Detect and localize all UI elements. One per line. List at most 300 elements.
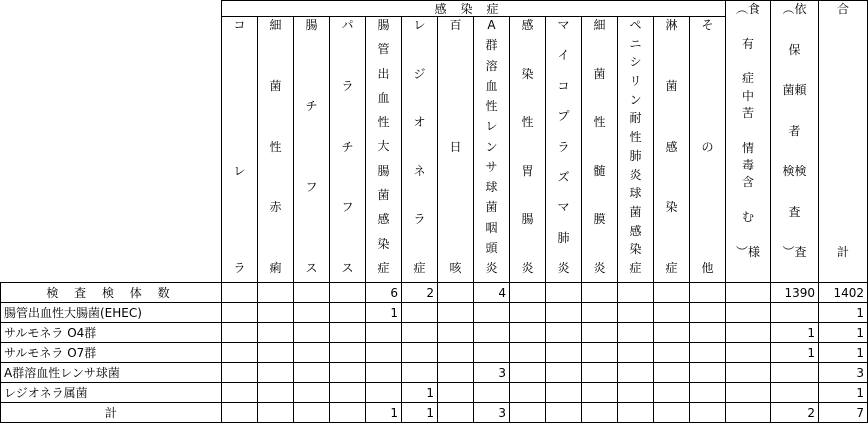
table-row xyxy=(1,303,868,323)
cell-other xyxy=(690,343,726,363)
header-char: コ xyxy=(557,78,570,93)
header-char xyxy=(841,228,845,241)
header-char: 頭 xyxy=(485,240,498,255)
cell-request: 1 xyxy=(771,343,819,363)
cell-ehec xyxy=(366,363,402,383)
cell-meningitis xyxy=(582,283,618,303)
cell-total: 1 xyxy=(819,383,868,403)
cell-other xyxy=(690,403,726,423)
cell-food xyxy=(726,403,771,423)
header-char xyxy=(746,228,750,241)
header-char: 査 xyxy=(788,204,801,219)
cell-prsp xyxy=(618,403,654,423)
header-char: 菌 xyxy=(269,78,282,93)
cell-ehec: 6 xyxy=(366,283,402,303)
header-char: プ xyxy=(557,109,570,124)
header-char: 感 xyxy=(629,223,642,238)
cell-dysentery xyxy=(258,383,294,403)
cell-paratyphoid xyxy=(330,363,366,383)
header-char: 髄 xyxy=(593,163,606,178)
header-char: 血 xyxy=(485,78,498,93)
header-char: 腸 xyxy=(305,18,318,32)
header-char xyxy=(454,181,458,194)
cell-cholera xyxy=(222,303,258,323)
cell-legionella xyxy=(402,323,438,343)
row-label: 検 査 検 体 数 xyxy=(1,283,222,303)
header-char xyxy=(670,49,674,62)
header-char: 感 xyxy=(521,18,534,32)
cell-total: 1 xyxy=(819,323,868,343)
header-char xyxy=(418,92,422,105)
header-char: A xyxy=(487,18,496,32)
header-char xyxy=(526,238,530,251)
header-char: 球 xyxy=(485,180,498,194)
header-char xyxy=(746,194,750,207)
cell-gas xyxy=(474,303,510,323)
header-char: 炎 xyxy=(593,260,606,275)
cell-gonorrhea xyxy=(654,303,690,323)
table-row xyxy=(1,283,868,303)
header-char: マ xyxy=(557,200,570,215)
cell-legionella xyxy=(402,363,438,383)
header-char xyxy=(418,140,422,153)
header-char xyxy=(841,38,845,51)
header-char: 菌 xyxy=(629,204,642,219)
header-char: 性 xyxy=(377,115,390,130)
header-char xyxy=(841,176,845,189)
cell-food xyxy=(726,303,771,323)
cell-request: 2 xyxy=(771,403,819,423)
cell-meningitis xyxy=(582,343,618,363)
cell-ehec xyxy=(366,343,402,363)
header-char: ズ xyxy=(557,169,570,184)
cell-other xyxy=(690,383,726,403)
header-char xyxy=(841,107,845,120)
header-char: 含 xyxy=(742,175,755,190)
header-char: 日 xyxy=(449,139,462,154)
cell-prsp xyxy=(618,323,654,343)
header-char: チ xyxy=(305,99,318,113)
cell-other xyxy=(690,283,726,303)
header-char: ラ xyxy=(413,212,426,227)
col-header-request xyxy=(771,1,819,283)
header-char xyxy=(454,100,458,113)
header-char xyxy=(793,145,797,158)
cell-pertussis xyxy=(438,283,474,303)
cell-gonorrhea xyxy=(654,343,690,363)
header-char: 性 xyxy=(629,130,642,145)
cell-typhoid xyxy=(294,363,330,383)
table-row xyxy=(1,363,868,383)
cell-request xyxy=(771,363,819,383)
cell-typhoid xyxy=(294,343,330,363)
header-char xyxy=(793,185,797,198)
header-char: ン xyxy=(485,139,498,154)
header-char xyxy=(670,232,674,245)
header-char: ︵依 xyxy=(782,2,807,16)
header-char xyxy=(841,159,845,172)
infection-group-header: 感染症 xyxy=(222,1,726,17)
row-label: A群溶血性レンサ球菌 xyxy=(1,363,222,383)
row-label: サルモネラ O4群 xyxy=(1,323,222,343)
cell-meningitis xyxy=(582,383,618,403)
cell-meningitis xyxy=(582,303,618,323)
cell-total: 1 xyxy=(819,343,868,363)
cell-cholera xyxy=(222,383,258,403)
header-char: コ xyxy=(233,18,246,32)
cell-dysentery xyxy=(258,343,294,363)
header-char: 腸 xyxy=(377,163,390,178)
cell-gas xyxy=(474,343,510,363)
header-char: ニ xyxy=(629,36,642,51)
header-char: レ xyxy=(485,119,498,134)
col-header-other xyxy=(690,17,726,283)
header-char: リ xyxy=(629,74,642,89)
header-char xyxy=(346,171,350,184)
cell-total: 7 xyxy=(819,403,868,423)
header-char: 合 xyxy=(837,2,850,16)
cell-prsp xyxy=(618,283,654,303)
cell-pertussis xyxy=(438,383,474,403)
cell-mycoplasma xyxy=(546,403,582,423)
header-char xyxy=(454,222,458,235)
cell-request: 1 xyxy=(771,323,819,343)
header-char: 症 xyxy=(742,71,755,86)
header-char: 感 xyxy=(377,212,390,227)
cell-legionella: 1 xyxy=(402,383,438,403)
cell-paratyphoid xyxy=(330,343,366,363)
cell-legionella: 2 xyxy=(402,283,438,303)
header-char: 苦 xyxy=(742,106,755,121)
header-char xyxy=(670,110,674,123)
cell-legionella: 1 xyxy=(402,403,438,423)
row-label: 計 xyxy=(1,403,222,423)
header-char: そ xyxy=(701,18,714,32)
header-char: 耐 xyxy=(629,111,642,126)
row-label: レジオネラ属菌 xyxy=(1,383,222,403)
header-char xyxy=(841,124,845,137)
cell-food xyxy=(726,343,771,363)
cell-ehec xyxy=(366,323,402,343)
header-char: オ xyxy=(413,115,426,130)
header-char: 群 xyxy=(485,38,498,53)
header-char: 者 xyxy=(788,123,801,138)
header-char: ネ xyxy=(413,163,426,178)
cell-gas: 3 xyxy=(474,363,510,383)
col-header-food xyxy=(726,1,771,283)
cell-food xyxy=(726,363,771,383)
header-char: レ xyxy=(413,18,426,32)
header-char: 溶 xyxy=(485,58,498,73)
cell-other xyxy=(690,363,726,383)
header-char: 膜 xyxy=(593,212,606,227)
header-char xyxy=(746,124,750,137)
cell-dysentery xyxy=(258,303,294,323)
header-char: 炎 xyxy=(521,260,534,275)
header-char xyxy=(598,189,602,202)
header-char: ン xyxy=(629,92,642,107)
header-char: 染 xyxy=(377,236,390,251)
header-char: イ xyxy=(557,48,570,63)
header-char xyxy=(670,171,674,184)
header-char xyxy=(418,43,422,56)
cell-cholera xyxy=(222,323,258,343)
header-char: ラ xyxy=(233,260,246,275)
header-char: 性 xyxy=(269,139,282,154)
col-header-dysentery xyxy=(258,17,294,283)
cell-typhoid xyxy=(294,403,330,423)
header-char xyxy=(310,141,314,154)
header-char xyxy=(526,189,530,202)
cell-gastro xyxy=(510,363,546,383)
cell-gas xyxy=(474,383,510,403)
cell-paratyphoid xyxy=(330,303,366,323)
header-char: 細 xyxy=(269,18,282,32)
col-header-total xyxy=(819,1,868,283)
cell-ehec: 1 xyxy=(366,403,402,423)
cell-pertussis xyxy=(438,303,474,323)
cell-dysentery xyxy=(258,283,294,303)
row-label: 腸管出血性大腸菌(EHEC) xyxy=(1,303,222,323)
col-header-legionella xyxy=(402,17,438,283)
header-char: む xyxy=(742,210,755,225)
header-char: 百 xyxy=(449,18,462,32)
cell-prsp xyxy=(618,383,654,403)
cell-other xyxy=(690,323,726,343)
cell-cholera xyxy=(222,403,258,423)
header-char xyxy=(238,68,242,81)
header-char: 菌 xyxy=(485,200,498,215)
cell-total: 3 xyxy=(819,363,868,383)
header-char: 肺 xyxy=(557,230,570,245)
col-header-prsp xyxy=(618,17,654,283)
header-char: シ xyxy=(629,55,642,70)
cell-typhoid xyxy=(294,383,330,403)
header-char: 腸 xyxy=(377,18,390,32)
cell-total: 1402 xyxy=(819,283,868,303)
header-char: 菌 xyxy=(377,188,390,203)
header-char xyxy=(238,213,242,226)
table-row xyxy=(1,343,868,363)
header-char: フ xyxy=(305,180,318,194)
header-char: 出 xyxy=(377,66,390,81)
cell-typhoid xyxy=(294,283,330,303)
header-char: ス xyxy=(341,261,354,275)
col-header-gonorrhea xyxy=(654,17,690,283)
cell-pertussis xyxy=(438,343,474,363)
header-char xyxy=(526,92,530,105)
header-char: 症 xyxy=(665,261,678,275)
header-char: レ xyxy=(233,163,246,178)
header-char xyxy=(706,181,710,194)
header-char xyxy=(841,142,845,155)
cell-gastro xyxy=(510,283,546,303)
header-char: 痢 xyxy=(269,261,282,275)
header-char xyxy=(310,60,314,73)
header-char: 染 xyxy=(629,242,642,257)
header-char: 炎 xyxy=(485,261,498,275)
header-char: ラ xyxy=(557,139,570,154)
cell-gastro xyxy=(510,303,546,323)
cell-prsp xyxy=(618,363,654,383)
header-char: 菌 xyxy=(665,78,678,93)
row-label: サルモネラ O7群 xyxy=(1,343,222,363)
header-char: ︵食 xyxy=(736,2,761,16)
cell-typhoid xyxy=(294,323,330,343)
header-char xyxy=(418,238,422,251)
col-header-ehec xyxy=(366,17,402,283)
header-char xyxy=(238,116,242,129)
cell-food xyxy=(726,383,771,403)
header-char xyxy=(346,232,350,245)
header-char xyxy=(598,238,602,251)
cell-request xyxy=(771,383,819,403)
header-char: ラ xyxy=(341,78,354,93)
cell-paratyphoid xyxy=(330,403,366,423)
header-char xyxy=(841,72,845,85)
header-char xyxy=(526,140,530,153)
header-char xyxy=(793,226,797,239)
header-char: 症 xyxy=(413,260,426,275)
header-char: 毒 xyxy=(742,158,755,173)
header-char: 炎 xyxy=(629,167,642,182)
header-char xyxy=(274,232,278,245)
header-char: 症 xyxy=(629,260,642,275)
header-char: 中 xyxy=(742,88,755,103)
header-char: 淋 xyxy=(665,18,678,32)
header-char: フ xyxy=(341,200,354,215)
header-char: 症 xyxy=(377,260,390,275)
header-char xyxy=(706,222,710,235)
col-header-meningitis xyxy=(582,17,618,283)
cell-request xyxy=(771,303,819,323)
cell-typhoid xyxy=(294,303,330,323)
cell-total: 1 xyxy=(819,303,868,323)
cell-pertussis xyxy=(438,403,474,423)
header-char xyxy=(310,222,314,235)
cell-mycoplasma xyxy=(546,383,582,403)
cell-other xyxy=(690,303,726,323)
cell-mycoplasma xyxy=(546,343,582,363)
table-row xyxy=(1,403,868,423)
header-char xyxy=(793,23,797,36)
header-char: 性 xyxy=(593,115,606,130)
header-char xyxy=(841,20,845,33)
header-char: チ xyxy=(341,139,354,154)
cell-cholera xyxy=(222,363,258,383)
cell-gonorrhea xyxy=(654,363,690,383)
cell-gas xyxy=(474,323,510,343)
header-char: 咽 xyxy=(485,220,498,235)
header-char: 菌頼 xyxy=(782,83,807,97)
header-char: ︶様 xyxy=(736,244,761,259)
header-char: 血 xyxy=(377,90,390,105)
cell-cholera xyxy=(222,283,258,303)
header-char: 細 xyxy=(593,18,606,32)
corner-cell xyxy=(1,1,222,283)
header-char: 性 xyxy=(521,115,534,130)
header-char xyxy=(274,110,278,123)
cell-legionella xyxy=(402,343,438,363)
cell-gastro xyxy=(510,383,546,403)
cell-gastro xyxy=(510,323,546,343)
header-char: パ xyxy=(341,18,354,32)
cell-gonorrhea xyxy=(654,403,690,423)
header-char xyxy=(746,20,750,33)
header-char xyxy=(841,211,845,224)
cell-meningitis xyxy=(582,363,618,383)
col-header-pertussis xyxy=(438,17,474,283)
header-char xyxy=(793,104,797,117)
header-char xyxy=(746,55,750,68)
cell-food xyxy=(726,323,771,343)
header-char xyxy=(346,49,350,62)
header-char xyxy=(706,100,710,113)
cell-gonorrhea xyxy=(654,323,690,343)
cell-prsp xyxy=(618,343,654,363)
header-char: 肺 xyxy=(629,148,642,163)
cell-ehec: 1 xyxy=(366,303,402,323)
header-char xyxy=(274,49,278,62)
cell-food xyxy=(726,283,771,303)
cell-gastro xyxy=(510,343,546,363)
header-char: 炎 xyxy=(557,261,570,275)
col-header-gas xyxy=(474,17,510,283)
cell-mycoplasma xyxy=(546,363,582,383)
header-char: 管 xyxy=(377,42,390,57)
cell-request: 1390 xyxy=(771,283,819,303)
header-char xyxy=(274,171,278,184)
header-char: 赤 xyxy=(269,200,282,215)
header-char xyxy=(706,60,710,73)
col-header-paratyphoid xyxy=(330,17,366,283)
header-char: 性 xyxy=(485,99,498,113)
cell-mycoplasma xyxy=(546,303,582,323)
header-char: 他 xyxy=(701,261,714,275)
cell-gas: 3 xyxy=(474,403,510,423)
header-char: 染 xyxy=(521,66,534,81)
header-char: 計 xyxy=(837,244,850,259)
cell-pertussis xyxy=(438,323,474,343)
header-char: 感 xyxy=(665,139,678,154)
cell-gas: 4 xyxy=(474,283,510,303)
header-char: 情 xyxy=(742,140,755,155)
header-char: 胃 xyxy=(521,163,534,178)
header-char: 球 xyxy=(629,186,642,201)
cell-ehec xyxy=(366,383,402,403)
col-header-cholera xyxy=(222,17,258,283)
table-row xyxy=(1,383,868,403)
cell-prsp xyxy=(618,303,654,323)
cell-paratyphoid xyxy=(330,283,366,303)
cell-dysentery xyxy=(258,323,294,343)
header-char: ︶査 xyxy=(782,245,807,259)
header-char xyxy=(418,189,422,202)
cell-legionella xyxy=(402,303,438,323)
header-char xyxy=(598,43,602,56)
header-char: ス xyxy=(305,261,318,275)
header-char: 腸 xyxy=(521,212,534,227)
header-char: 大 xyxy=(377,139,390,154)
cell-paratyphoid xyxy=(330,323,366,343)
header-char: ペ xyxy=(629,18,642,32)
header-char xyxy=(598,140,602,153)
cell-mycoplasma xyxy=(546,323,582,343)
cell-cholera xyxy=(222,343,258,363)
table-row xyxy=(1,323,868,343)
header-char xyxy=(598,92,602,105)
header-char: 咳 xyxy=(449,261,462,275)
